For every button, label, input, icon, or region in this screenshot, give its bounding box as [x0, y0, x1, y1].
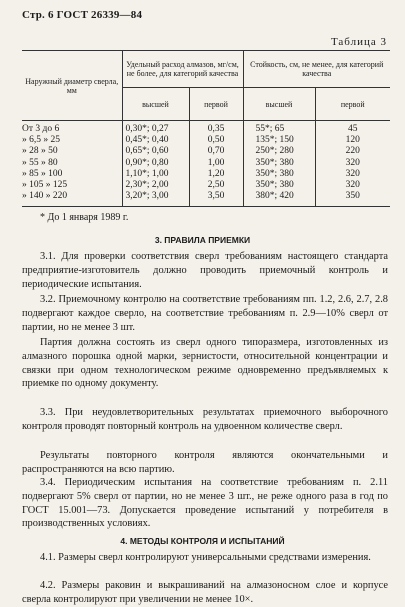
- subheader-highest: высшей: [122, 88, 189, 121]
- consumption-first-cell: 3,50: [189, 191, 243, 207]
- subheader-first: первой: [189, 88, 243, 121]
- col-header-consumption: Удельный расход алмазов, мг/см, не более, для категорий качества: [122, 51, 243, 88]
- consumption-highest-cell: 1,10*; 1,00: [122, 169, 189, 180]
- paragraph-results: Результаты повторного контроля являются окончательными и распространяются на всю партию.: [22, 450, 388, 475]
- paragraph-3-3: 3.3. При неудовлетворительных результатах приемочного выборочного контроля проводят повторный контроль на удвоенном количестве сверл.: [22, 407, 388, 432]
- section-3-title: 3. ПРАВИЛА ПРИЕМКИ: [154, 235, 251, 245]
- consumption-highest-cell: 0,65*; 0,60: [122, 146, 189, 157]
- section-4-title: 4. МЕТОДЫ КОНТРОЛЯ И ИСПЫТАНИЙ: [120, 536, 285, 546]
- diameter-cell: » 55 » 80: [22, 157, 58, 168]
- durability-highest-cell: 350*; 380: [243, 180, 315, 191]
- consumption-highest-cell: 2,30*; 2,00: [122, 180, 189, 191]
- durability-first-cell: 320: [315, 180, 390, 191]
- table-row: [22, 169, 390, 180]
- consumption-first-cell: 2,50: [189, 180, 243, 191]
- col-header-diameter: Наружный диаметр сверла, мм: [22, 51, 122, 121]
- durability-first-cell: 350: [315, 191, 390, 207]
- table-row: [22, 191, 390, 207]
- table-row: [22, 146, 390, 157]
- durability-first-cell: 220: [315, 146, 390, 157]
- durability-first-cell: 120: [315, 135, 390, 146]
- paragraph-3-1: 3.1. Для проверки соответствия сверл требованиям настоящего стандарта предприятие-изготовитель должно проводить приемочный контроль и периодические испытания.: [22, 251, 388, 290]
- diameter-cell: » 105 » 125: [22, 180, 68, 191]
- table-row: [22, 135, 390, 146]
- table-footnote: * До 1 января 1989 г.: [40, 212, 129, 223]
- durability-highest-cell: 350*; 380: [243, 169, 315, 180]
- durability-first-cell: 320: [315, 158, 390, 169]
- diameter-cell: От 3 до 6: [22, 124, 60, 134]
- diameter-cell: » 140 » 220: [22, 191, 68, 202]
- consumption-highest-cell: 0,90*; 0,80: [122, 158, 189, 169]
- diameter-cell: » 6,5 » 25: [22, 135, 60, 146]
- specs-table: [22, 50, 390, 207]
- consumption-first-cell: 0,50: [189, 135, 243, 146]
- durability-first-cell: 45: [315, 121, 390, 136]
- page-header: Стр. 6 ГОСТ 26339—84: [22, 9, 143, 21]
- table-row: [22, 180, 390, 191]
- paragraph-party: Партия должна состоять из сверл одного типоразмера, изготовленных из алмазного порошка одной марки, зернистости, относительной концентрации и связки при одном технологическом режиме одновременно предъявляемых к приемке по одному документу.: [22, 337, 388, 390]
- consumption-highest-cell: 0,45*; 0,40: [122, 135, 189, 146]
- durability-highest-cell: 135*; 150: [243, 135, 315, 146]
- table-row: [22, 121, 390, 136]
- consumption-highest-cell: 0,30*; 0,27: [122, 121, 189, 136]
- subheader-highest: высшей: [243, 88, 315, 121]
- durability-highest-cell: 350*; 380: [243, 158, 315, 169]
- durability-highest-cell: 380*; 420: [243, 191, 315, 207]
- table-row: [22, 158, 390, 169]
- subheader-first: первой: [315, 88, 390, 121]
- durability-first-cell: 320: [315, 169, 390, 180]
- consumption-first-cell: 1,00: [189, 158, 243, 169]
- consumption-first-cell: 1,20: [189, 169, 243, 180]
- consumption-first-cell: 0,35: [189, 121, 243, 136]
- consumption-highest-cell: 3,20*; 3,00: [122, 191, 189, 207]
- durability-highest-cell: 55*; 65: [243, 121, 315, 136]
- paragraph-3-2: 3.2. Приемочному контролю на соответствие требованиям пп. 1.2, 2.6, 2.7, 2.8 подвергают каждое сверло, на соответствие требованиям п. 2.9—10% сверл от партии, но не менее 3 шт.: [22, 294, 388, 333]
- diameter-cell: » 85 » 100: [22, 168, 63, 179]
- paragraph-4-2: 4.2. Размеры раковин и выкрашиваний на алмазоносном слое и корпусе сверла контролируют при увеличении не менее 10×.: [22, 580, 388, 605]
- col-header-durability: Стойкость, см, не менее, для категорий качества: [243, 51, 390, 88]
- diameter-cell: » 28 » 50: [22, 146, 58, 157]
- consumption-first-cell: 0,70: [189, 146, 243, 157]
- paragraph-4-1: 4.1. Размеры сверл контролируют универсальными средствами измерения.: [40, 552, 371, 563]
- table-caption: Таблица 3: [330, 36, 387, 48]
- durability-highest-cell: 250*; 280: [243, 146, 315, 157]
- paragraph-3-4: 3.4. Периодическим испытания на соответствие требованиям п. 2.11 подвергают 5% сверл от партии, но не менее 3 шт., не реже одного раза в год по ГОСТ 15.001—73. Допускается проведение испытаний у потребителя в производственных условиях.: [22, 477, 388, 530]
